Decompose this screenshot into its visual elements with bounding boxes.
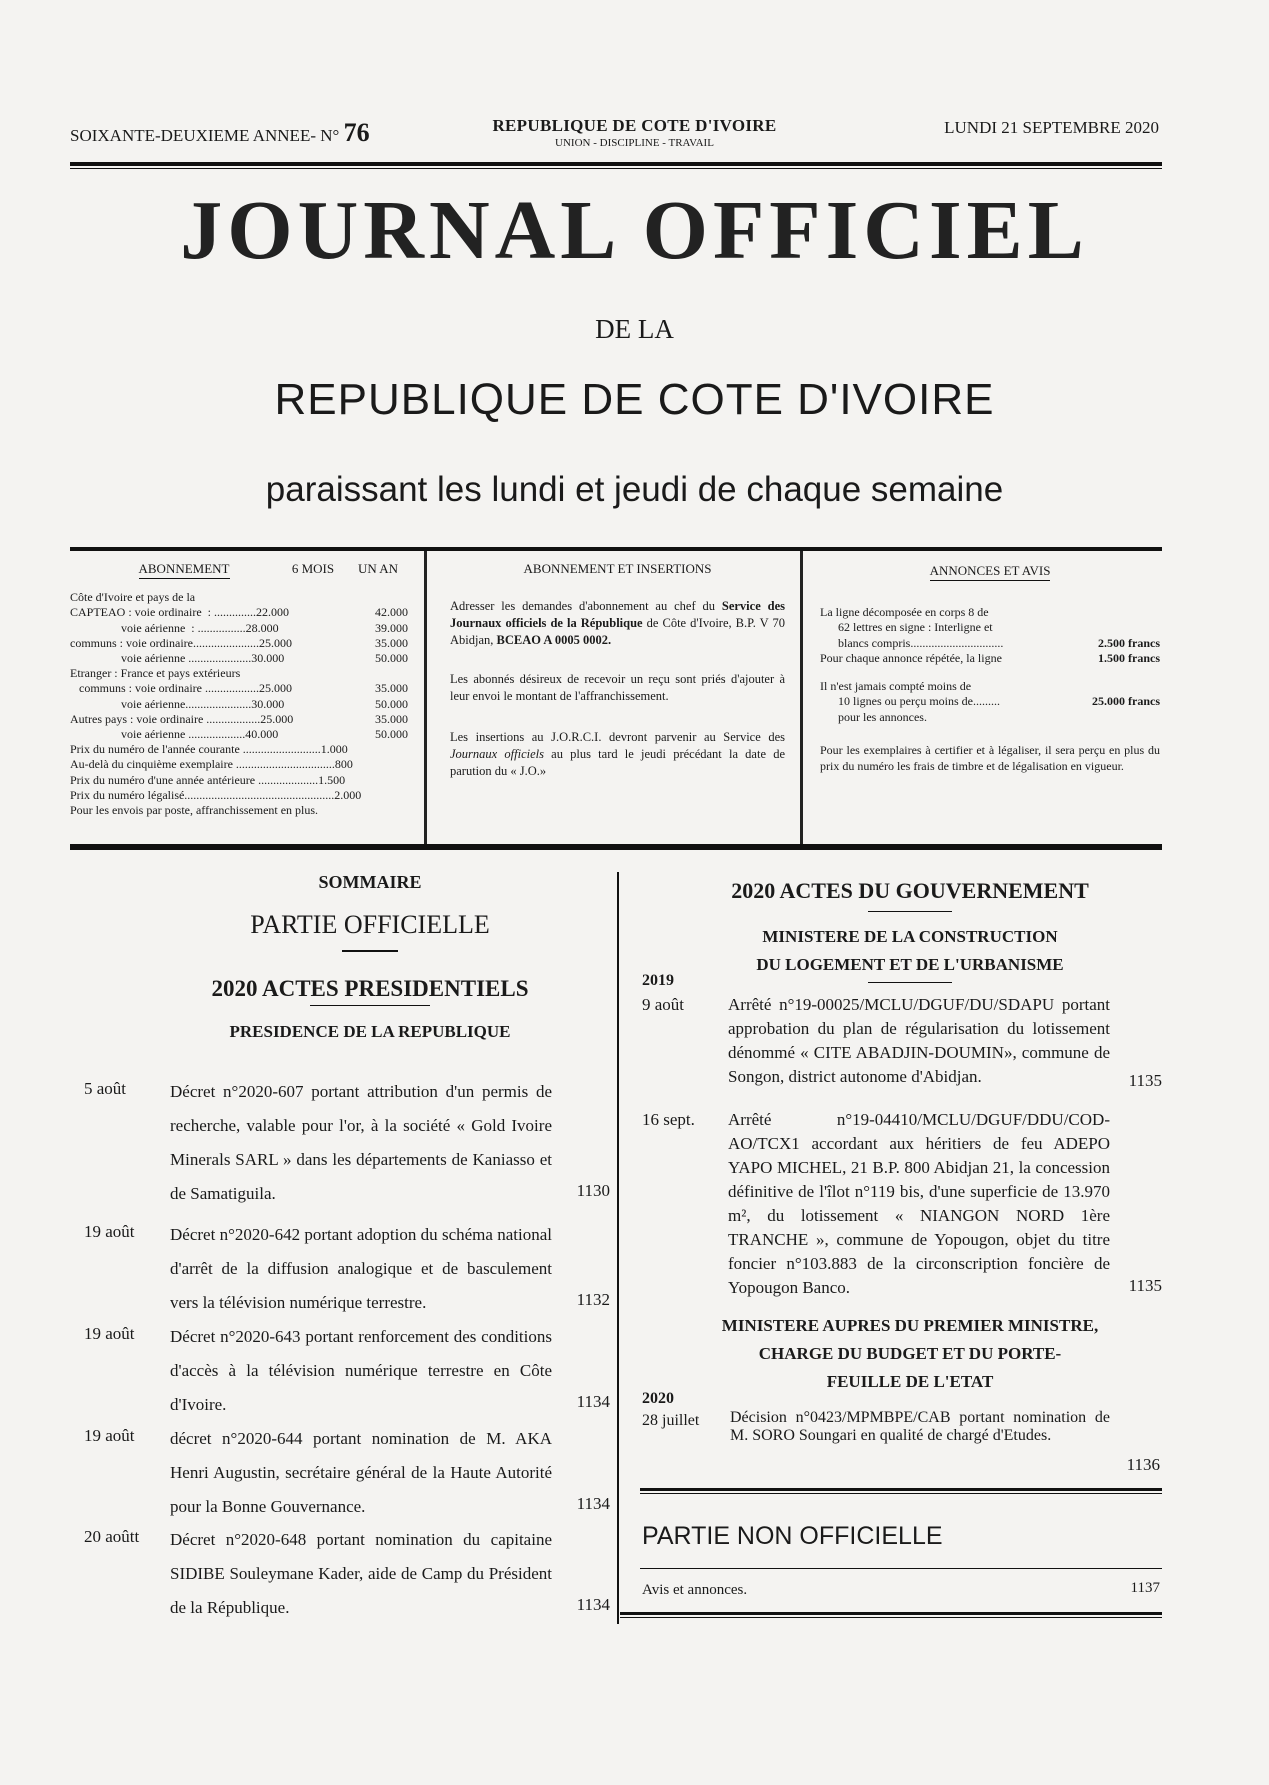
entry-text: Décret n°2020-642 portant adoption du schéma national d'arrêt de la diffusion analogique et de basculement vers la télévision numérique terrestre.: [170, 1225, 552, 1312]
annonce-price: 1.500 francs: [1098, 651, 1160, 665]
rate-annual: [360, 757, 408, 772]
entry-text: Décret n°2020-643 portant renforcement des conditions d'accès à la télévision numérique terrestre en Côte d'Ivoire.: [170, 1327, 552, 1414]
rate-row: [70, 636, 408, 651]
rate-row: [70, 773, 408, 788]
rate-annual: 50.000: [375, 696, 408, 711]
abonnement-head: [70, 561, 408, 576]
short-rule: [342, 950, 398, 952]
partie-non-officielle: PARTIE NON OFFICIELLE: [642, 1522, 943, 1550]
annonce-line: La ligne décomposée en corps 8 de: [820, 604, 989, 619]
annonce-line: Pour chaque annonce répétée, la ligne: [820, 651, 1002, 665]
partie-officielle: PARTIE OFFICIELLE: [250, 910, 490, 939]
entry-text: Décret n°2020-607 portant attribution d'un permis de recherche, valable pour l'or, à la société « Gold Ivoire Minerals SARL » dans les départements de Kaniasso et de Samatiguila.: [170, 1082, 552, 1203]
entry-page: 1134: [576, 1392, 610, 1411]
entry-date: 16 sept.: [642, 1110, 695, 1129]
rule: [640, 1488, 1162, 1491]
rate-row: [70, 712, 408, 727]
rate-label: CAPTEAO : voie ordinaire : ..............22.000: [70, 605, 289, 620]
issue-date: LUNDI 21 SEPTEMBRE 2020: [944, 118, 1159, 137]
entry-page: 1132: [576, 1290, 610, 1309]
rate-row: [70, 666, 408, 681]
rate-label: Prix du numéro légalisé..................................................2.000: [70, 787, 362, 802]
issue-number: 76: [343, 118, 370, 147]
rate-label: voie aérienne .....................30.000: [70, 651, 285, 666]
rate-annual: 35.000: [375, 681, 408, 696]
entry-date: 28 juillet: [642, 1412, 700, 1429]
rate-label: Côte d'Ivoire et pays de la: [70, 590, 196, 605]
journal-title: JOURNAL OFFICIEL: [180, 184, 1089, 277]
rate-row: [70, 590, 408, 605]
annee-label: SOIXANTE-DEUXIEME ANNEE- N°: [70, 126, 340, 145]
rate-annual: 35.000: [375, 711, 408, 726]
rate-annual: [360, 742, 408, 757]
rate-row: [70, 727, 408, 742]
rate-label: Pour les envois par poste, affranchissement en plus.: [70, 803, 319, 818]
rule: [640, 1493, 1162, 1494]
actes-gouvernement: 2020 ACTES DU GOUVERNEMENT: [731, 878, 1089, 903]
annonces-title: ANNONCES ET AVIS: [930, 563, 1051, 581]
ministere-1b: DU LOGEMENT ET DE L'URBANISME: [756, 955, 1064, 974]
rate-annual: [360, 666, 408, 681]
rate-row: [70, 697, 408, 712]
rate-annual: 39.000: [375, 620, 408, 635]
header-rule: [70, 162, 1162, 166]
rate-annual: 42.000: [375, 605, 408, 620]
entry-page: 1135: [1128, 1276, 1162, 1295]
rule: [640, 1568, 1162, 1569]
subscription-box: [70, 547, 1162, 848]
ministere-2: MINISTERE AUPRES DU PREMIER MINISTRE,: [721, 1316, 1099, 1335]
avis-page: 1137: [1130, 1580, 1160, 1596]
entry-page: 1134: [576, 1595, 610, 1614]
entry-page: 1136: [1126, 1455, 1160, 1474]
ministere-2b: CHARGE DU BUDGET ET DU PORTE-: [758, 1344, 1062, 1363]
rate-label: voie aérienne......................30.000: [70, 696, 285, 711]
ministere-2c: FEUILLE DE L'ETAT: [826, 1372, 994, 1391]
rate-annual: 35.000: [375, 635, 408, 650]
annonce-line: 62 lettres en signe : Interligne et: [838, 620, 993, 634]
rate-label: voie aérienne ...................40.000: [70, 727, 279, 742]
annonce-note: Pour les exemplaires à certifier et à légaliser, il sera perçu en plus du prix du numéro les frais de timbre et de légalisation en vigueur.: [820, 743, 1160, 773]
abonnement-col: [70, 551, 408, 844]
annonce-price: 25.000 francs: [1092, 694, 1160, 708]
rate-row: [70, 742, 408, 757]
abonnement-title: ABONNEMENT: [139, 561, 230, 579]
insertions-title: ABONNEMENT ET INSERTIONS: [523, 561, 712, 576]
actes-presidentiels: 2020 ACTES PRESIDENTIELS: [211, 976, 529, 1001]
abonnement-rates: [70, 590, 408, 818]
insertions-col: [450, 551, 785, 844]
rate-label: Prix du numéro de l'année courante ..........................1.000: [70, 742, 348, 757]
annonce-line: pour les annonces.: [838, 709, 927, 724]
de-la: DE LA: [595, 314, 674, 344]
rate-annual: 50.000: [375, 651, 408, 666]
ministere-1: MINISTERE DE LA CONSTRUCTION: [762, 927, 1058, 946]
annonce-line: Il n'est jamais compté moins de: [820, 678, 972, 693]
column-divider: [617, 872, 619, 1624]
rate-label: voie aérienne : ................28.000: [70, 620, 279, 635]
annonce-line: blancs compris...............................: [838, 635, 1004, 650]
rate-annual: [360, 590, 408, 605]
rate-label: communs : voie ordinaire ..................25.000: [70, 681, 292, 696]
entry-text: Décret n°2020-648 portant nomination du capitaine SIDIBE Souleymane Kader, aide de Camp du Président de la République.: [170, 1530, 552, 1617]
rate-row: [70, 681, 408, 696]
entry-date: 9 août: [642, 995, 685, 1014]
year-2020: 2020: [642, 1390, 674, 1407]
col-divider: [424, 551, 427, 844]
col-divider-2: [800, 551, 803, 844]
sommaire-title: SOMMAIRE: [318, 872, 422, 892]
entry-text: Arrêté n°19-04410/MCLU/DGUF/DDU/COD-AO/TCX1 accordant aux héritiers de feu ADEPO YAPO MICHEL, 21 B.P. 800 Abidjan 21, la concession définitive de l'îlot n°119 bis, d'une superficie de 13.970 m², du lotissement « NIANGON NORD 1ère TRANCHE », commune de Yopougon, objet du titre foncier n°103.883 de la circonscription foncière de Yopougon Banco.: [728, 1110, 1110, 1297]
entry-text: décret n°2020-644 portant nomination de M. AKA Henri Augustin, secrétaire général de la Haute Autorité pour la Bonne Gouvernance.: [170, 1429, 552, 1516]
rate-row: [70, 757, 408, 772]
rate-annual: [360, 803, 408, 818]
rate-row: [70, 651, 408, 666]
rate-label: Prix du numéro d'une année antérieure ....................1.500: [70, 772, 346, 787]
year-2019: 2019: [642, 972, 674, 989]
rate-label: Autres pays : voie ordinaire ..................25.000: [70, 711, 294, 726]
rate-row: [70, 621, 408, 636]
rate-row: [70, 788, 408, 803]
box-rule: [70, 848, 1162, 850]
entry-date: 19 août: [84, 1426, 135, 1445]
entry-date: 20 aoûtt: [84, 1527, 140, 1546]
entry-date: 19 août: [84, 1222, 135, 1241]
insertions-p2: Les abonnés désireux de recevoir un reçu sont priés d'ajouter à leur envoi le montant de l'affranchissement.: [450, 672, 785, 704]
motto: UNION - DISCIPLINE - TRAVAIL: [555, 137, 714, 149]
rate-row: [70, 605, 408, 620]
republic-title: REPUBLIQUE DE COTE D'IVOIRE: [274, 375, 995, 424]
entry-page: 1135: [1128, 1071, 1162, 1090]
rate-label: Etranger : France et pays extérieurs: [70, 666, 241, 681]
col-unan: UN AN: [357, 561, 399, 576]
rate-row: [70, 803, 408, 818]
rate-annual: [361, 788, 408, 803]
rule: [620, 1617, 1162, 1618]
entry-page: 1130: [576, 1181, 610, 1200]
presidence-heading: PRESIDENCE DE LA REPUBLIQUE: [229, 1022, 511, 1041]
insertions-p3: Les insertions au J.O.R.C.I. devront parvenir au Service des Journaux officiels au plus tard le jeudi précédant la date de parution du « J.O.»: [450, 730, 785, 779]
entry-text: Décision n°0423/MPMBPE/CAB portant nomination de M. SORO Soungari en qualité de chargé d'Etudes.: [730, 1409, 1110, 1444]
short-rule: [310, 1005, 430, 1006]
avis-annonces: Avis et annonces.: [642, 1582, 748, 1598]
republic-name: REPUBLIQUE DE COTE D'IVOIRE: [492, 116, 777, 135]
rule: [620, 1612, 1162, 1615]
short-rule: [868, 982, 952, 983]
entry-text: Arrêté n°19-00025/MCLU/DGUF/DU/SDAPU portant approbation du plan de régularisation du lotissement dénommé « CITE ABADJIN-DOUMIN», commune de Songon, district autonome d'Abidjan.: [728, 995, 1110, 1086]
annonce-line: 10 lignes ou perçu moins de.........: [838, 694, 1000, 708]
rate-label: communs : voie ordinaire......................25.000: [70, 635, 292, 650]
col-6mois: 6 MOIS: [291, 561, 335, 576]
short-rule: [868, 911, 952, 912]
entry-page: 1134: [576, 1494, 610, 1513]
entry-date: 19 août: [84, 1324, 135, 1343]
insertions-p1: Adresser les demandes d'abonnement au chef du Service des Journaux officiels de la République de Côte d'Ivoire, B.P. V 70 Abidjan, BCEAO A 0005 0002.: [450, 599, 785, 648]
annonces-col: [820, 551, 1160, 844]
annonce-price: 2.500 francs: [1098, 635, 1160, 650]
entry-date: 5 août: [84, 1079, 127, 1098]
rate-annual: [360, 773, 408, 788]
publication-schedule: paraissant les lundi et jeudi de chaque semaine: [265, 470, 1004, 509]
rate-label: Au-delà du cinquième exemplaire .................................800: [70, 757, 353, 772]
header-rule-thin: [70, 168, 1162, 169]
rate-annual: 50.000: [375, 727, 408, 742]
